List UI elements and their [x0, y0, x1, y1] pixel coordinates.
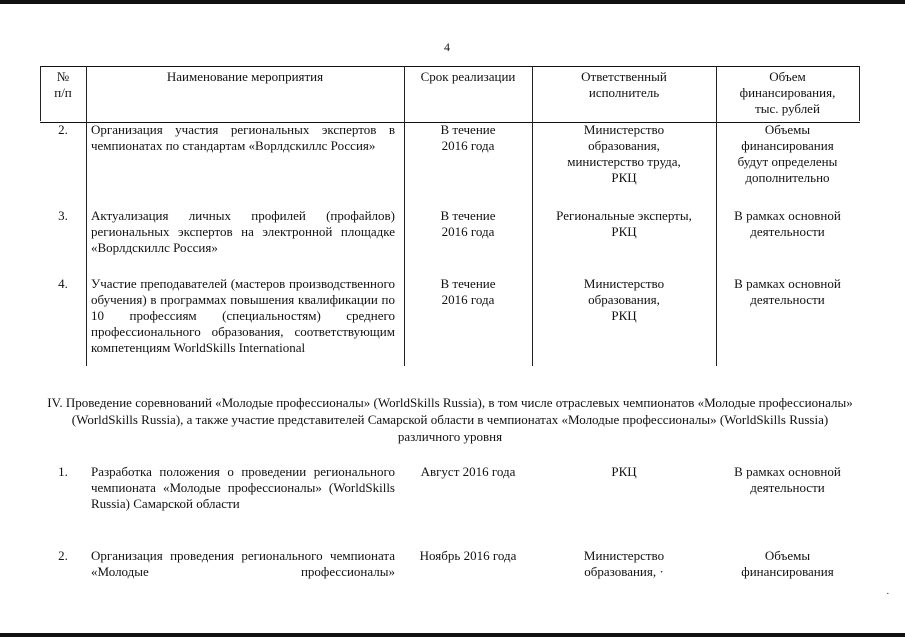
responsible: РКЦ: [611, 464, 637, 479]
term: Ноябрь 2016 года: [419, 548, 517, 563]
row-number: 2.: [58, 122, 68, 137]
funding: В рамках основной деятельности: [734, 464, 841, 495]
column-divider: [859, 66, 860, 121]
term: Август 2016 года: [420, 464, 516, 479]
row-number: 2.: [58, 548, 68, 563]
header-name: Наименование мероприятия: [166, 69, 324, 84]
term: В течение 2016 года: [440, 276, 496, 307]
event-name: Разработка положения о проведении регионального чемпионата «Молодые профессионалы» (WorldSkills Russia) Самарской области: [91, 464, 395, 511]
funding: Объемы финансирования будут определены дополнительно: [737, 122, 838, 185]
section-heading: IV. Проведение соревнований «Молодые профессионалы» (WorldSkills Russia), в том числе отраслевых чемпионатов «Молодые профессионалы» (WorldSkills Russia), а также участие представителей Самарской области в чемпионатах «Молодые профессионалы» (WorldSkills Russia) различного уровня: [47, 395, 853, 444]
responsible: Министерство образования, министерство труда, РКЦ: [567, 122, 681, 185]
event-name: Организация проведения регионального чемпионата «Молодые профессионалы»: [91, 548, 395, 579]
header-num: № п/п: [54, 69, 72, 100]
event-name: Актуализация личных профилей (профайлов) региональных экспертов на электронной площадке «Ворлдскиллс Россия»: [91, 208, 395, 255]
row-number: 4.: [58, 276, 68, 291]
funding: Объемы финансирования: [741, 548, 834, 579]
header-responsible: Ответственный исполнитель: [581, 69, 667, 100]
event-name: Организация участия региональных экспертов в чемпионатах по стандартам «Ворлдскиллс Россия»: [91, 122, 395, 153]
responsible: Региональные эксперты, РКЦ: [556, 208, 692, 239]
funding: В рамках основной деятельности: [734, 208, 841, 239]
row-number: 3.: [58, 208, 68, 223]
row-number: 1.: [58, 464, 68, 479]
column-divider: [86, 66, 87, 366]
term: В течение 2016 года: [440, 208, 496, 239]
responsible: Министерство образования, РКЦ: [583, 276, 665, 323]
scan-speck: ·: [886, 588, 890, 600]
page-number: 4: [444, 40, 450, 54]
event-name: Участие преподавателей (мастеров производственного обучения) в программах повышения квалификации по 10 профессиям (специальностям) среднего профессионального образования, соответствующим компетенциям WorldSkills International: [91, 276, 395, 355]
header-funding: Объем финансирования, тыс. рублей: [739, 69, 836, 116]
funding: В рамках основной деятельности: [734, 276, 841, 307]
header-term: Срок реализации: [420, 69, 516, 84]
top-scan-border: [0, 0, 905, 4]
term: В течение 2016 года: [440, 122, 496, 153]
responsible: Министерство образования, ·: [583, 548, 665, 579]
bottom-scan-border: [0, 633, 905, 637]
